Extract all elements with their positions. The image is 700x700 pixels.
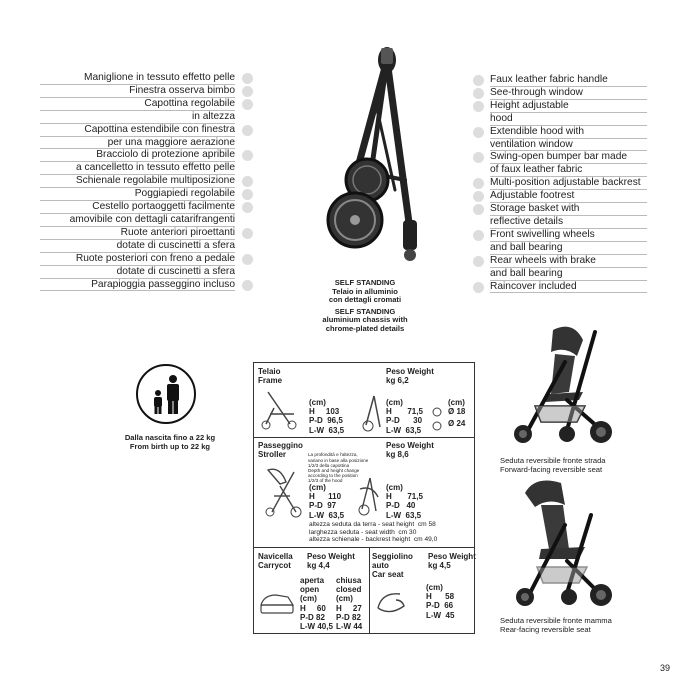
bullet-icon: [473, 282, 484, 293]
feature-text: Swing-open bumper bar made: [490, 151, 647, 164]
carrycot-image: [258, 591, 296, 617]
carseat-image: [374, 588, 408, 618]
feature-text: in altezza: [40, 111, 235, 124]
self-standing-caption: [305, 279, 425, 334]
self-standing-en-3: chrome-plated details: [325, 323, 405, 333]
feature-text: and ball bearing: [490, 242, 647, 255]
feature-item: [472, 281, 647, 294]
page-number: 39: [660, 663, 671, 673]
feature-item: [472, 100, 647, 126]
feature-text: ventilation window: [490, 139, 647, 152]
feature-text: dotate di cuscinetti a sfera: [40, 266, 235, 279]
telaio-wheel-dims: (cm) Ø 18 Ø 24: [448, 398, 466, 429]
feature-text: per una maggiore aerazione: [40, 137, 235, 150]
feature-text: Capottina estendibile con finestra: [40, 124, 235, 137]
feature-text: Height adjustable: [490, 100, 647, 113]
wheel-icon: [431, 407, 443, 433]
telaio-title: Telaio Frame: [258, 367, 283, 386]
age-it: Dalla nascita fino a 22 kg: [124, 433, 216, 442]
stroller-weight: Peso Weight kg 8,6: [386, 441, 434, 460]
frame-open-image: [260, 388, 300, 430]
feature-text: dotate di cuscinetti a sfera: [40, 240, 235, 253]
stroller-folded-dims: (cm) H 71,5 P-D 40 L-W 63,5: [386, 483, 423, 520]
carrycot-open-dims: aperta open (cm) H 60 P-D 82 L-W 40,5: [300, 576, 333, 632]
features-english: [472, 74, 647, 293]
feature-item: [472, 229, 647, 255]
feature-text: Extendible hood with: [490, 126, 647, 139]
feature-text: amovibile con dettagli catarifrangenti: [40, 214, 235, 227]
specs-table: [253, 362, 475, 634]
feature-text: a cancelletto in tessuto effetto pelle: [40, 162, 235, 175]
feature-text: reflective details: [490, 216, 647, 229]
feature-item: [472, 87, 647, 100]
carseat-title: Seggiolino auto Car seat: [372, 552, 413, 580]
carseat-dims: (cm) H 58 P-D 66 L-W 45: [426, 583, 455, 620]
seat-forward-en: Forward-facing reversible seat: [500, 464, 603, 474]
feature-text: Cestello portaoggetti facilmente: [40, 201, 235, 214]
seat-forward-caption: [500, 457, 606, 474]
feature-item: [40, 149, 262, 175]
feature-text: hood: [490, 113, 647, 126]
feature-item: [40, 98, 262, 124]
feature-item: [40, 227, 262, 253]
self-standing-it-1: SELF STANDING: [334, 278, 396, 287]
bullet-icon: [473, 75, 484, 86]
feature-text: Schienale regolabile multiposizione: [40, 175, 235, 188]
bullet-icon: [473, 230, 484, 241]
stroller-folded-image: [354, 475, 384, 517]
feature-text: of faux leather fabric: [490, 164, 647, 177]
feature-text: Multi-position adjustable backrest: [490, 177, 647, 190]
carrycot-weight: Peso Weight kg 4,4: [307, 552, 355, 571]
feature-item: [40, 85, 262, 98]
stroller-note: La profondità e l'altezza, variano in base alla posizione 1/2/3 della capottina Depth and height change according to the position 1/2/3 of the hood: [308, 452, 369, 484]
age-caption: [110, 434, 230, 451]
bullet-icon: [473, 127, 484, 138]
self-standing-en-1: SELF STANDING: [334, 306, 396, 316]
self-standing-it-3: con dettagli cromati: [328, 295, 402, 305]
feature-text: Maniglione in tessuto effetto pelle: [40, 72, 235, 85]
stroller-title: Passeggino Stroller: [258, 441, 303, 460]
carseat-weight: Peso Weight kg 4,5: [428, 552, 476, 571]
feature-item: [40, 279, 262, 292]
feature-item: [472, 177, 647, 190]
feature-text: and ball bearing: [490, 268, 647, 281]
bullet-icon: [242, 254, 253, 265]
feature-item: [40, 124, 262, 150]
bullet-icon: [473, 256, 484, 267]
feature-item: [40, 253, 262, 279]
seat-rear-en: Rear-facing reversible seat: [500, 624, 591, 634]
telaio-open-dims: (cm) H 103 P-D 96,5 L-W 63,5: [309, 398, 345, 435]
feature-text: Front swivelling wheels: [490, 229, 647, 242]
feature-item: [472, 151, 647, 177]
telaio-folded-dims: (cm) H 71,5 P-D 30 L-W 63,5: [386, 398, 423, 435]
feature-item: [472, 190, 647, 203]
feature-text: Parapioggia passeggino incluso: [40, 279, 235, 292]
bullet-icon: [242, 202, 253, 213]
feature-item: [472, 74, 647, 87]
feature-text: Bracciolo di protezione apribile: [40, 149, 235, 162]
bullet-icon: [242, 150, 253, 161]
feature-text: Finestra osserva bimbo: [40, 85, 235, 98]
features-italian: [40, 72, 262, 291]
carrycot-title: Navicella Carrycot: [258, 552, 293, 571]
feature-item: [40, 175, 262, 188]
feature-text: Faux leather fabric handle: [490, 74, 647, 87]
bullet-icon: [242, 73, 253, 84]
parent-child-icon: [135, 363, 197, 425]
bullet-icon: [242, 99, 253, 110]
stroller-seat-dims: altezza seduta da terra - seat height cm 58 larghezza seduta - seat width cm 30 altezza schienale - backrest height cm 49,0: [309, 521, 438, 544]
feature-text: Rear wheels with brake: [490, 255, 647, 268]
bullet-icon: [242, 125, 253, 136]
bullet-icon: [473, 191, 484, 202]
forward-facing-stroller-image: [505, 322, 615, 447]
self-standing-en-2: aluminium chassis with: [322, 315, 408, 325]
feature-item: [472, 203, 647, 229]
bullet-icon: [473, 178, 484, 189]
feature-item: [472, 126, 647, 152]
feature-item: [40, 188, 262, 201]
bullet-icon: [242, 189, 253, 200]
feature-text: Poggiapiedi regolabile: [40, 188, 235, 201]
bullet-icon: [473, 101, 484, 112]
feature-text: Storage basket with: [490, 203, 647, 216]
folded-stroller-image: [315, 40, 435, 270]
feature-text: Raincover included: [490, 281, 647, 294]
feature-text: Ruote posteriori con freno a pedale: [40, 253, 235, 266]
carrycot-closed-dims: chiusa closed (cm) H 27 P-D 82 L-W 44: [336, 576, 363, 632]
bullet-icon: [242, 86, 253, 97]
bullet-icon: [242, 228, 253, 239]
age-en: From birth up to 22 kg: [129, 441, 211, 451]
bullet-icon: [473, 204, 484, 215]
feature-item: [40, 72, 262, 85]
feature-text: See-through window: [490, 87, 647, 100]
seat-forward-it: Seduta reversibile fronte strada: [500, 456, 606, 465]
feature-item: [472, 255, 647, 281]
seat-rear-it: Seduta reversibile fronte mamma: [500, 616, 612, 625]
stroller-open-dims: (cm) H 110 P-D 97 L-W 63,5: [309, 483, 345, 520]
seat-rear-caption: [500, 617, 612, 634]
bullet-icon: [242, 176, 253, 187]
bullet-icon: [473, 88, 484, 99]
feature-text: Ruote anteriori piroettanti: [40, 227, 235, 240]
telaio-weight: Peso Weight kg 6,2: [386, 367, 434, 386]
rear-facing-stroller-image: [505, 475, 615, 610]
frame-folded-image: [360, 393, 386, 433]
stroller-open-image: [260, 466, 304, 518]
feature-text: Capottina regolabile: [40, 98, 235, 111]
self-standing-it-2: Telaio in alluminio: [332, 286, 398, 296]
bullet-icon: [473, 152, 484, 163]
bullet-icon: [242, 280, 253, 291]
feature-text: Adjustable footrest: [490, 190, 647, 203]
feature-item: [40, 201, 262, 227]
